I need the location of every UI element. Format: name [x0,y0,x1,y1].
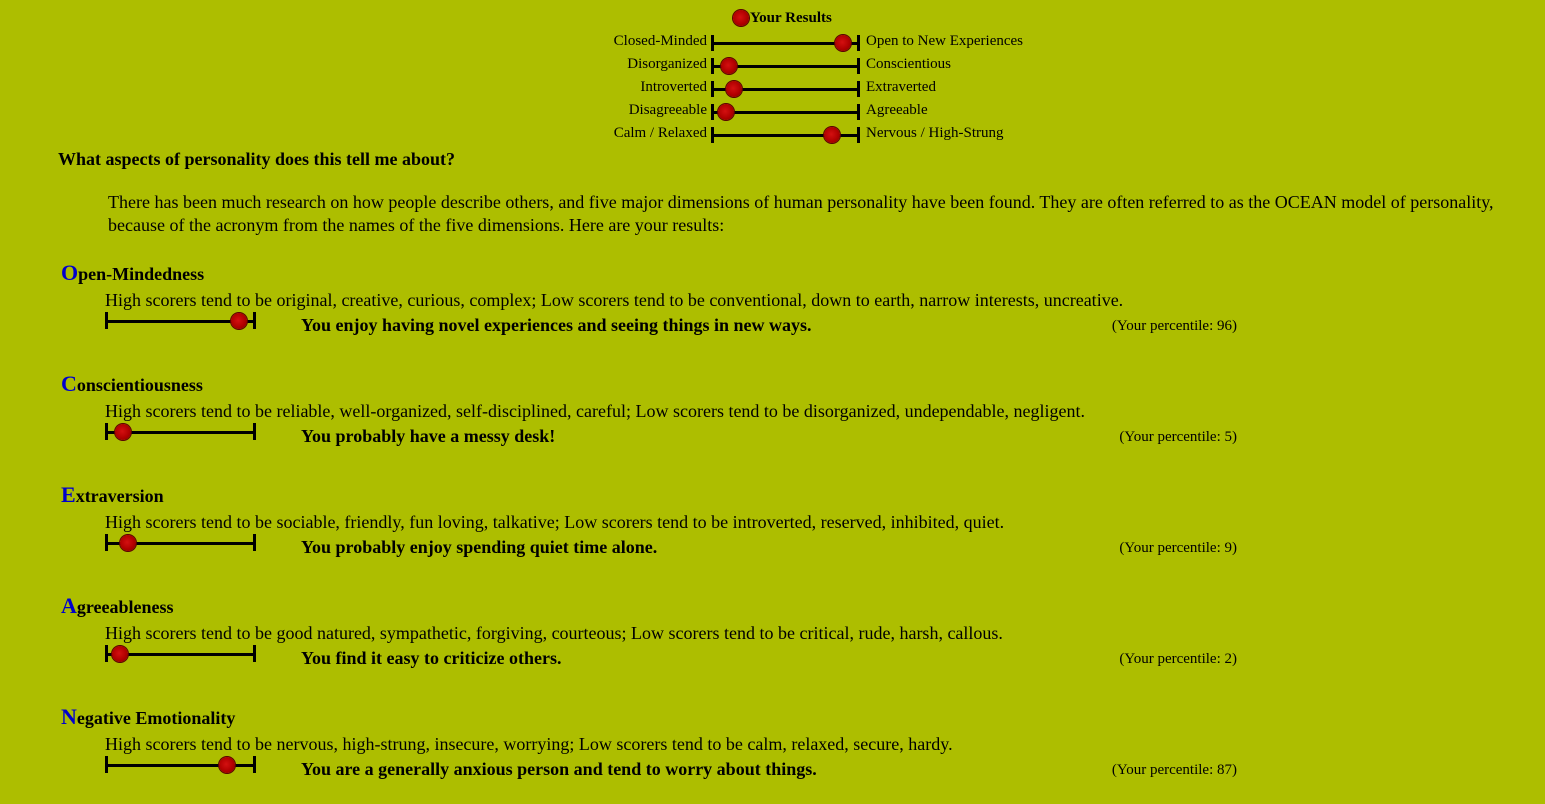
trait-description: High scorers tend to be nervous, high-strung, insecure, worrying; Low scorers tend to be calm, relaxed, secure, hardy. [105,734,953,754]
trait-percentile: (Your percentile: 9) [1119,540,1237,556]
trait-description: High scorers tend to be sociable, friendly, fun loving, talkative; Low scorers tend to be introverted, reserved, inhibited, quiet. [105,512,1005,532]
trait-title-rest: xtraversion [75,486,164,506]
summary-right-label: Agreeable [866,102,928,118]
percentile-marker [824,127,840,143]
trait-title [61,260,204,286]
summary-scale [711,127,860,143]
trait-description: High scorers tend to be original, creative, curious, complex; Low scorers tend to be conventional, down to earth, narrow interests, uncreative. [105,290,1124,310]
trait-title [61,593,174,619]
trait-title-rest: onscientiousness [76,375,203,395]
trait-scale [105,312,256,329]
summary-scale [711,35,860,51]
trait-title-rest: greeableness [76,597,174,617]
summary-left-label: Disorganized [627,56,707,72]
results-summary [0,8,1545,148]
summary-left-label: Calm / Relaxed [613,125,707,141]
summary-scale [711,104,860,120]
trait-extraversion [0,482,1545,582]
legend-label: Your Results [750,9,832,26]
summary-left-label: Introverted [640,79,707,95]
trait-initial: E [61,482,76,507]
trait-scale [105,534,256,551]
summary-row-agreeableness [0,100,1545,122]
percentile-marker [120,535,136,551]
trait-title-rest: pen-Mindedness [78,264,205,284]
percentile-marker [115,424,131,440]
trait-percentile: (Your percentile: 2) [1119,651,1237,667]
percentile-marker [112,646,128,662]
trait-title [61,371,203,397]
trait-initial: O [61,260,79,285]
summary-right-label: Extraverted [866,79,936,95]
summary-left-label: Closed-Minded [613,33,707,49]
summary-right-label: Conscientious [866,56,951,72]
trait-scale [105,756,256,773]
trait-verdict: You probably have a messy desk! [301,426,556,446]
trait-verdict: You probably enjoy spending quiet time alone. [301,537,658,557]
section-heading: What aspects of personality does this tell me about? [58,149,455,169]
summary-left-label: Disagreeable [628,102,707,118]
trait-title-rest: egative Emotionality [76,708,236,728]
trait-description: High scorers tend to be good natured, sympathetic, forgiving, courteous; Low scorers tend to be critical, rude, harsh, callous. [105,623,1003,643]
percentile-marker [718,104,734,120]
trait-scale [105,423,256,440]
intro-paragraph: There has been much research on how people describe others, and five major dimensions of human personality have been found. They are often referred to as the OCEAN model of personality, because of the acronym from the names of the five dimensions. Here are your results: [108,192,1494,235]
percentile-marker [219,757,235,773]
trait-percentile: (Your percentile: 96) [1111,318,1237,334]
summary-right-label: Open to New Experiences [866,33,1024,49]
results-legend [733,8,832,28]
marker-legend-icon [733,10,749,26]
summary-row-extraversion [0,77,1545,99]
percentile-marker [835,35,851,51]
trait-percentile: (Your percentile: 5) [1119,429,1237,445]
summary-row-conscientiousness [0,54,1545,76]
trait-openness [0,260,1545,360]
trait-initial: A [61,593,77,618]
trait-agreeableness [0,593,1545,693]
trait-title [61,704,235,730]
trait-description: High scorers tend to be reliable, well-organized, self-disciplined, careful; Low scorers tend to be disorganized, undependable, negligent. [105,401,1086,421]
trait-verdict: You enjoy having novel experiences and seeing things in new ways. [301,315,812,335]
trait-conscientiousness [0,371,1545,471]
trait-initial: C [61,371,77,396]
summary-scale [711,81,860,97]
summary-right-label: Nervous / High-Strung [866,125,1004,141]
percentile-marker [721,58,737,74]
trait-initial: N [61,704,77,729]
summary-row-negative-emotionality [0,123,1545,145]
trait-negative-emotionality [0,704,1545,804]
trait-scale [105,645,256,662]
summary-scale [711,58,860,74]
trait-verdict: You are a generally anxious person and tend to worry about things. [301,759,817,779]
trait-percentile: (Your percentile: 87) [1111,762,1237,778]
percentile-marker [231,313,247,329]
trait-title [61,482,164,508]
trait-verdict: You find it easy to criticize others. [301,648,562,668]
percentile-marker [726,81,742,97]
summary-row-openness [0,31,1545,53]
